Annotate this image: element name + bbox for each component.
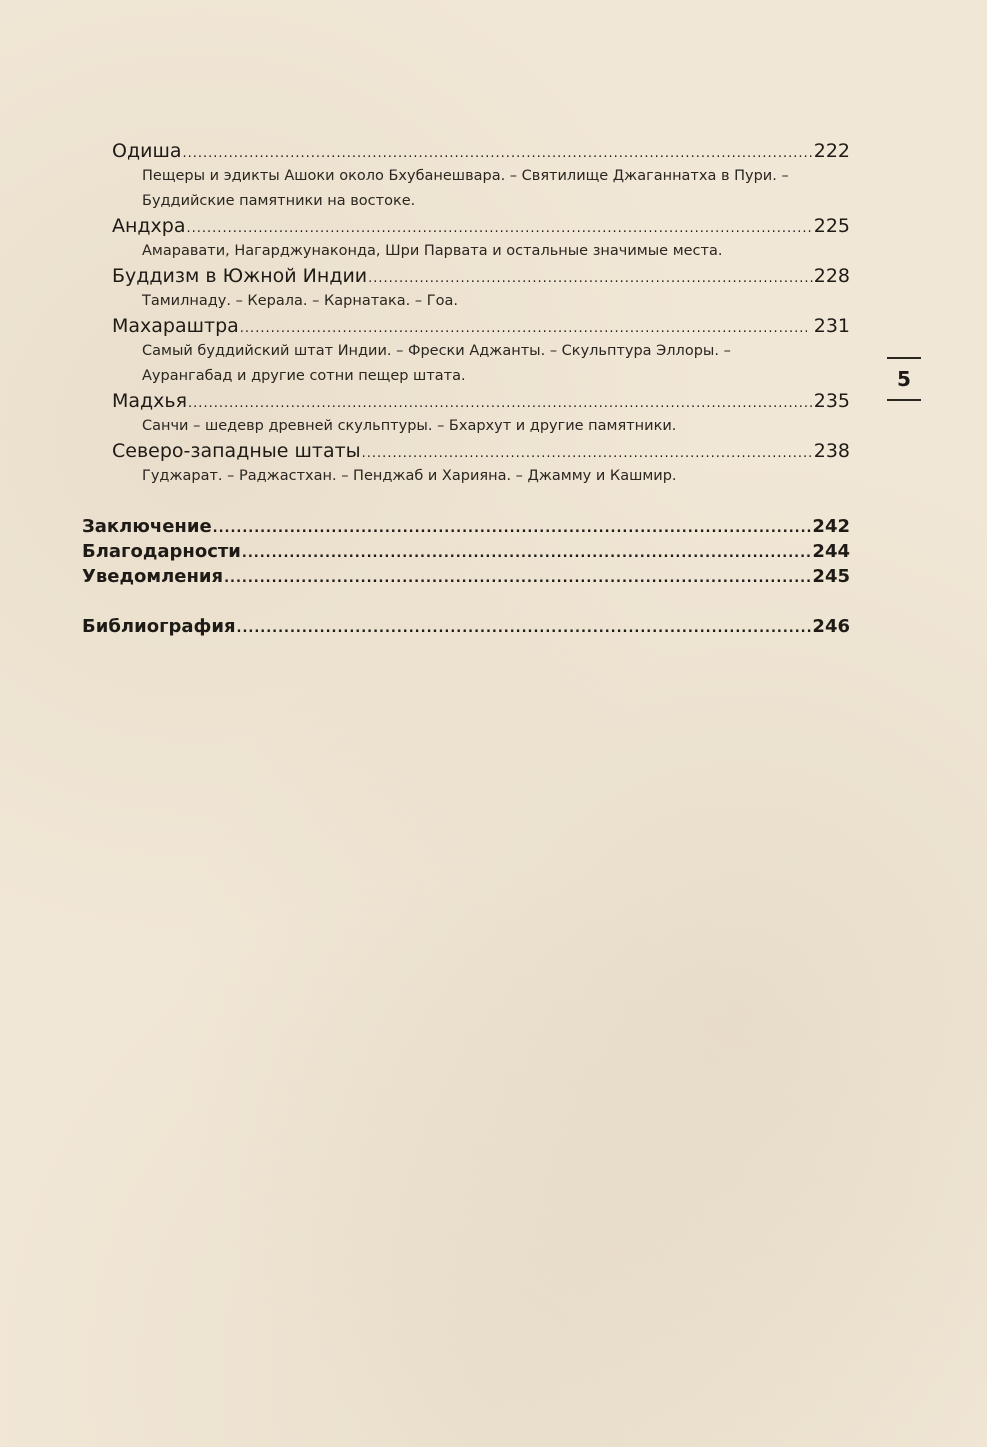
toc-entry-description bbox=[142, 339, 842, 389]
toc-entry-description bbox=[142, 464, 842, 489]
toc-entry-page: 222 bbox=[813, 140, 850, 162]
toc-entry-page: 225 bbox=[813, 215, 850, 237]
toc-entry-madhya bbox=[112, 389, 850, 414]
toc-entry-page: 231 bbox=[807, 315, 850, 337]
toc-entry-description bbox=[142, 414, 842, 439]
toc-entry-page: 246 bbox=[812, 616, 850, 637]
toc-entry-bibliography bbox=[82, 614, 850, 639]
toc-entry-description bbox=[142, 239, 842, 264]
toc-entry-title: Андхра bbox=[112, 215, 186, 237]
divider bbox=[887, 399, 921, 401]
description-line: Тамилнаду. – Керала. – Карнатака. – Гоа. bbox=[142, 293, 458, 309]
toc-entry-page: 244 bbox=[812, 541, 850, 562]
description-line: Самый буддийский штат Индии. – Фрески Аджанты. – Скульптура Эллоры. – bbox=[142, 343, 731, 359]
toc-entry-page: 235 bbox=[813, 390, 850, 412]
spacer bbox=[82, 589, 850, 614]
description-line: Аурангабад и другие сотни пещер штата. bbox=[142, 368, 466, 384]
toc-entry-title: Уведомления bbox=[82, 566, 224, 587]
toc-entry-odisha bbox=[112, 139, 850, 164]
description-line: Амаравати, Нагарджунаконда, Шри Парвата и остальные значимые места. bbox=[142, 243, 723, 259]
description-line: Гуджарат. – Раджастхан. – Пенджаб и Харияна. – Джамму и Кашмир. bbox=[142, 468, 677, 484]
toc-entry-title: Северо-западные штаты bbox=[112, 440, 361, 462]
leader-dots bbox=[237, 616, 812, 641]
toc-entry-maharashtra bbox=[112, 314, 850, 339]
leader-dots bbox=[362, 441, 813, 466]
leader-dots bbox=[242, 541, 812, 566]
toc-entry-description bbox=[142, 289, 842, 314]
leader-dots bbox=[224, 566, 811, 591]
toc-entry-page: 228 bbox=[813, 265, 850, 287]
description-line: Буддийские памятники на востоке. bbox=[142, 193, 416, 209]
toc-entry-northwest bbox=[112, 439, 850, 464]
toc-entry-page: 242 bbox=[812, 516, 850, 537]
toc-entry-title: Буддизм в Южной Индии bbox=[112, 265, 368, 287]
toc-main-entries bbox=[82, 514, 850, 639]
toc-entry-title: Махараштра bbox=[112, 315, 239, 337]
toc-entry-title: Мадхья bbox=[112, 390, 188, 412]
leader-dots bbox=[188, 391, 813, 416]
toc-entry-south-india bbox=[112, 264, 850, 289]
toc-entry-andhra bbox=[112, 214, 850, 239]
toc-entry-page: 238 bbox=[813, 440, 850, 462]
toc-entry-conclusion bbox=[82, 514, 850, 539]
leader-dots bbox=[368, 266, 813, 291]
toc-entry-title: Одиша bbox=[112, 140, 182, 162]
description-line: Пещеры и эдикты Ашоки около Бхубанешвара. – Святилище Джаганнатха в Пури. – bbox=[142, 168, 789, 184]
toc-entry-page: 245 bbox=[812, 566, 850, 587]
leader-dots bbox=[213, 516, 812, 541]
toc-entry-title: Заключение bbox=[82, 516, 212, 537]
toc-entry-title: Библиография bbox=[82, 616, 236, 637]
toc-entry-title: Благодарности bbox=[82, 541, 241, 562]
leader-dots bbox=[182, 141, 812, 166]
toc-entry-acknowledgements bbox=[82, 539, 850, 564]
page-number: 5 bbox=[897, 367, 911, 391]
description-line: Санчи – шедевр древней скульптуры. – Бхархут и другие памятники. bbox=[142, 418, 677, 434]
page-number-marker bbox=[887, 357, 921, 401]
leader-dots bbox=[187, 216, 813, 241]
table-of-contents bbox=[82, 139, 850, 639]
toc-entry-description bbox=[142, 164, 842, 214]
leader-dots bbox=[240, 316, 807, 341]
toc-entry-notices bbox=[82, 564, 850, 589]
